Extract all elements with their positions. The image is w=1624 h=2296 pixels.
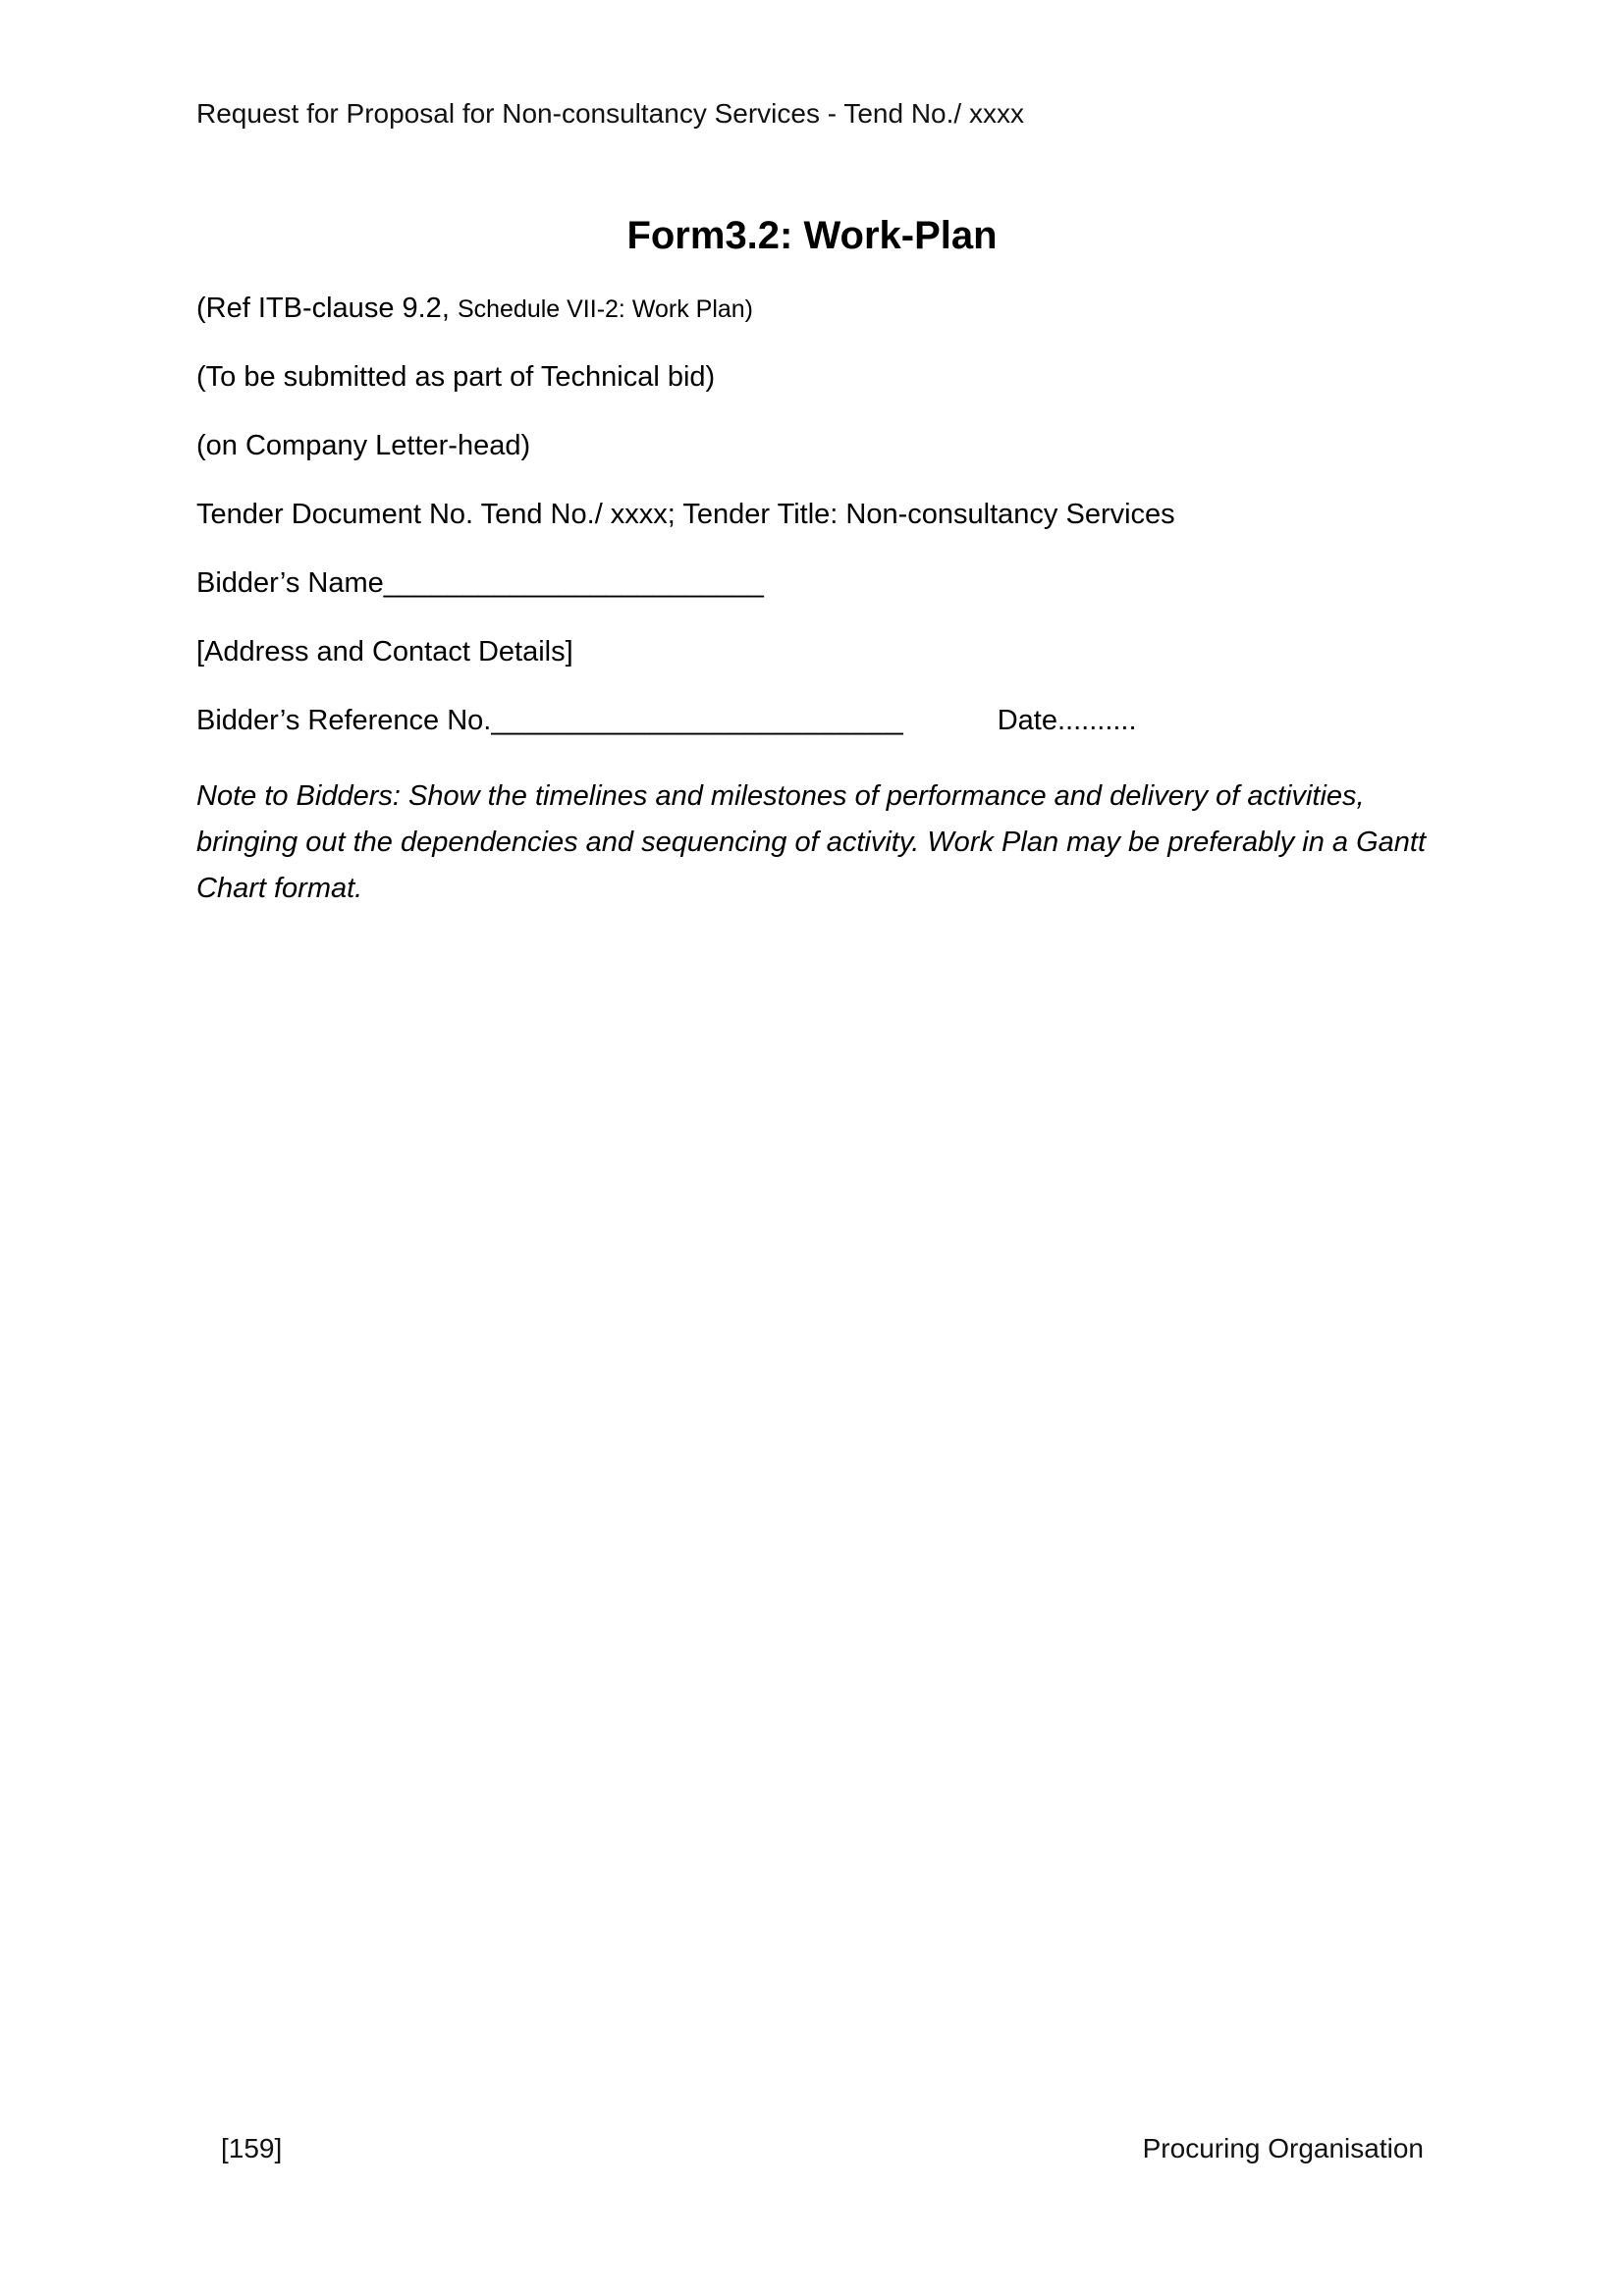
note-line: Note to Bidders: Show the timelines and milestones of performance and delivery of activities,: [196, 780, 1365, 812]
reference-no-label: Bidder’s Reference No.: [196, 705, 492, 736]
ref-clause-line: [196, 291, 753, 327]
address-placeholder: [Address and Contact Details]: [196, 636, 573, 667]
form-title: Form3.2: Work-Plan: [626, 214, 998, 257]
footer-organisation-label: Procuring Organisation: [1142, 2133, 1424, 2163]
page-header: Request for Proposal for Non-consultancy Services - Tend No./ xxxx: [196, 98, 1024, 129]
date-label: Date..........: [997, 705, 1137, 736]
bidder-name-line: [196, 565, 764, 601]
ref-clause-main: (Ref ITB-clause 9.2,: [196, 293, 458, 324]
page-number: [159]: [221, 2133, 283, 2163]
bidder-name-blank: ________________________: [383, 567, 764, 599]
reference-no-blank: __________________________: [491, 705, 903, 736]
bidder-name-label: Bidder’s Name: [196, 567, 384, 599]
note-to-bidders: [196, 774, 1443, 912]
tender-document-line: Tender Document No. Tend No./ xxxx; Tender Title: Non-consultancy Services: [196, 499, 1175, 530]
letterhead-note: (on Company Letter-head): [196, 430, 531, 461]
ref-clause-schedule: Schedule VII-2: Work Plan): [457, 295, 753, 323]
page-footer: [196, 2132, 1424, 2165]
note-line: bringing out the dependencies and sequencing of activity. Work Plan may be preferably in a Gantt: [196, 827, 1427, 858]
reference-date-line: [196, 703, 1137, 738]
submission-note: (To be submitted as part of Technical bid): [196, 361, 716, 393]
note-line: Chart format.: [196, 873, 363, 904]
